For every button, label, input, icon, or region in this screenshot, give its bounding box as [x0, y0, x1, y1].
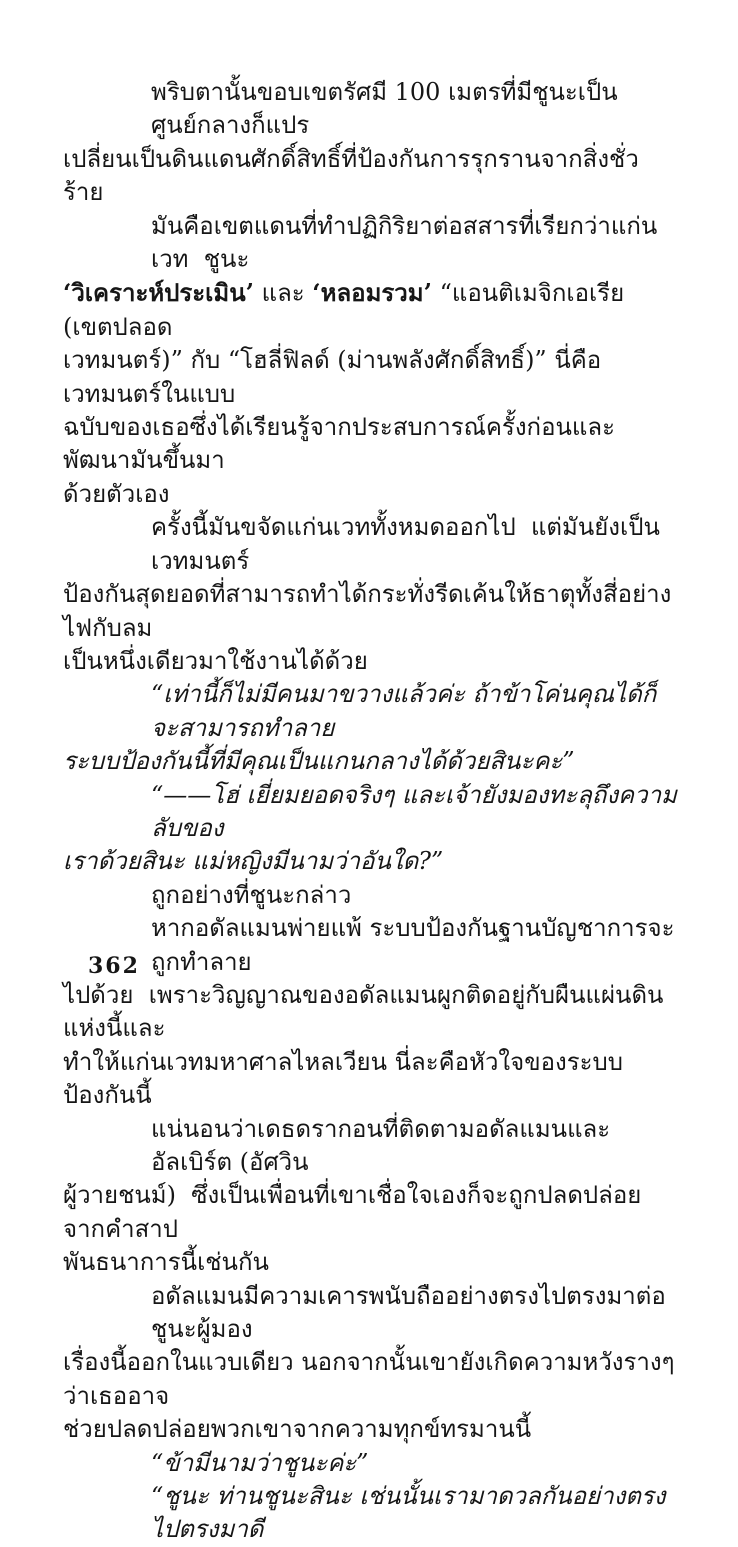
text-run: แน่นอนว่าเดธดรากอนที่ติดตามอดัลแมนและอัลเบิร์ต (อัศวิน [151, 1114, 611, 1176]
text-line [63, 979, 677, 1046]
text-run: “แอนติเมจิกเอเรีย (เขตปลอด [63, 279, 632, 341]
text-run: ถูกอย่างที่ชูนะกล่าว [151, 880, 352, 909]
text-run: พริบตานั้นขอบเขตรัศมี 100 เมตรที่มีชูนะเป็นศูนย์กลางก็แปร [151, 78, 618, 140]
text-run: “——โฮ่ เยี่ยมยอดจริงๆ และเจ้ายังมองทะลุถึงความลับของ [151, 780, 677, 842]
text-line [63, 912, 677, 979]
text-line [63, 645, 677, 678]
text-line [63, 578, 677, 645]
text-line [63, 779, 677, 846]
text-line [63, 1246, 677, 1279]
text-run: ช่วยปลดปล่อยพวกเขาจากความทุกข์ทรมานนี้ [63, 1415, 532, 1444]
text-line [63, 143, 677, 210]
text-run: “เท่านี้ก็ไม่มีคนมาขวางแล้วค่ะ ถ้าข้าโค่นคุณได้ก็จะสามารถทำลาย [151, 680, 657, 742]
text-run: ฉบับของเธอซึ่งได้เรียนรู้จากประสบการณ์ครั้งก่อนและพัฒนามันขึ้นมา [63, 413, 615, 475]
text-line [63, 276, 677, 344]
text-line [63, 845, 677, 878]
text-run: ครั้งนี้มันขจัดแก่นเวททั้งหมดออกไป แต่มันยังเป็นเวทมนตร์ [151, 513, 660, 575]
text-run: มันคือเขตแดนที่ทำปฏิกิริยาต่อสสารที่เรียกว่าแก่นเวท ชูนะ [151, 211, 658, 274]
text-run: หากอดัลแมนพ่ายแพ้ ระบบป้องกันฐานบัญชาการจะถูกทำลาย [151, 914, 675, 976]
text-run: เรื่องนี้ออกในแวบเดียว นอกจากนั้นเขายังเกิดความหวังรางๆ ว่าเธออาจ [63, 1348, 683, 1410]
text-line [63, 1413, 677, 1446]
text-run: เป็นหนึ่งเดียวมาใช้งานได้ด้วย [63, 646, 368, 675]
text-run: อดัลแมนมีความเคารพนับถืออย่างตรงไปตรงมาต่อชูนะผู้มอง [151, 1281, 666, 1344]
text-line [63, 1447, 677, 1480]
text-run: “ข้ามีนามว่าชูนะค่ะ” [151, 1448, 369, 1477]
text-run: ไปด้วย เพราะวิญญาณของอดัลแมนผูกติดอยู่กับผืนแผ่นดินแห่งนี้และ [63, 980, 664, 1043]
text-line [63, 478, 677, 511]
text-run: เวทมนตร์)” กับ “โฮลี่ฟิลด์ (ม่านพลังศักดิ์สิทธิ์)” นี่คือเวทมนตร์ในแบบ [63, 346, 602, 408]
text-line [63, 1113, 677, 1180]
text-line [63, 745, 677, 778]
text-line [63, 879, 677, 912]
text-line [63, 344, 677, 411]
text-run: ผู้วายชนม์) ซึ่งเป็นเพื่อนที่เขาเชื่อใจเองก็จะถูกปลดปล่อยจากคำสาป [63, 1181, 642, 1243]
text-line [63, 511, 677, 578]
text-line [63, 76, 677, 143]
emphasized-term: ‘วิเคราะห์ประเมิน’ [63, 278, 254, 308]
page-number: 362 [88, 953, 140, 979]
text-run: “ชูนะ ท่านชูนะสินะ เช่นนั้นเรามาดวลกันอย่างตรงไปตรงมาดี [151, 1482, 666, 1544]
text-line [63, 678, 677, 745]
text-run: พันธนาการนี้เช่นกัน [63, 1248, 269, 1277]
text-run: ระบบป้องกันนี้ที่มีคุณเป็นแกนกลางได้ด้วยสินะคะ” [63, 747, 575, 776]
text-run: เปลี่ยนเป็นดินแดนศักดิ์สิทธิ์ที่ป้องกันการรุกรานจากสิ่งชั่วร้าย [63, 144, 639, 207]
text-line [63, 1179, 677, 1246]
text-line [63, 1280, 677, 1347]
text-run: และ [253, 279, 313, 308]
text-line [63, 411, 677, 478]
text-line [63, 1346, 683, 1413]
body-text [63, 76, 683, 1547]
text-run: ป้องกันสุดยอดที่สามารถทำได้กระทั่งรีดเค้นให้ธาตุทั้งสี่อย่างไฟกับลม [63, 580, 672, 642]
text-line [63, 1480, 677, 1547]
text-run: ทำให้แก่นเวทมหาศาลไหลเวียน นี่ละคือหัวใจของระบบป้องกันนี้ [63, 1047, 623, 1110]
emphasized-term: ‘หลอมรวม’ [312, 278, 432, 308]
text-line [63, 1046, 677, 1113]
text-run: ด้วยตัวเอง [63, 479, 170, 508]
text-run: เราด้วยสินะ แม่หญิงมีนามว่าอันใด?” [63, 847, 444, 876]
text-line [63, 210, 677, 277]
